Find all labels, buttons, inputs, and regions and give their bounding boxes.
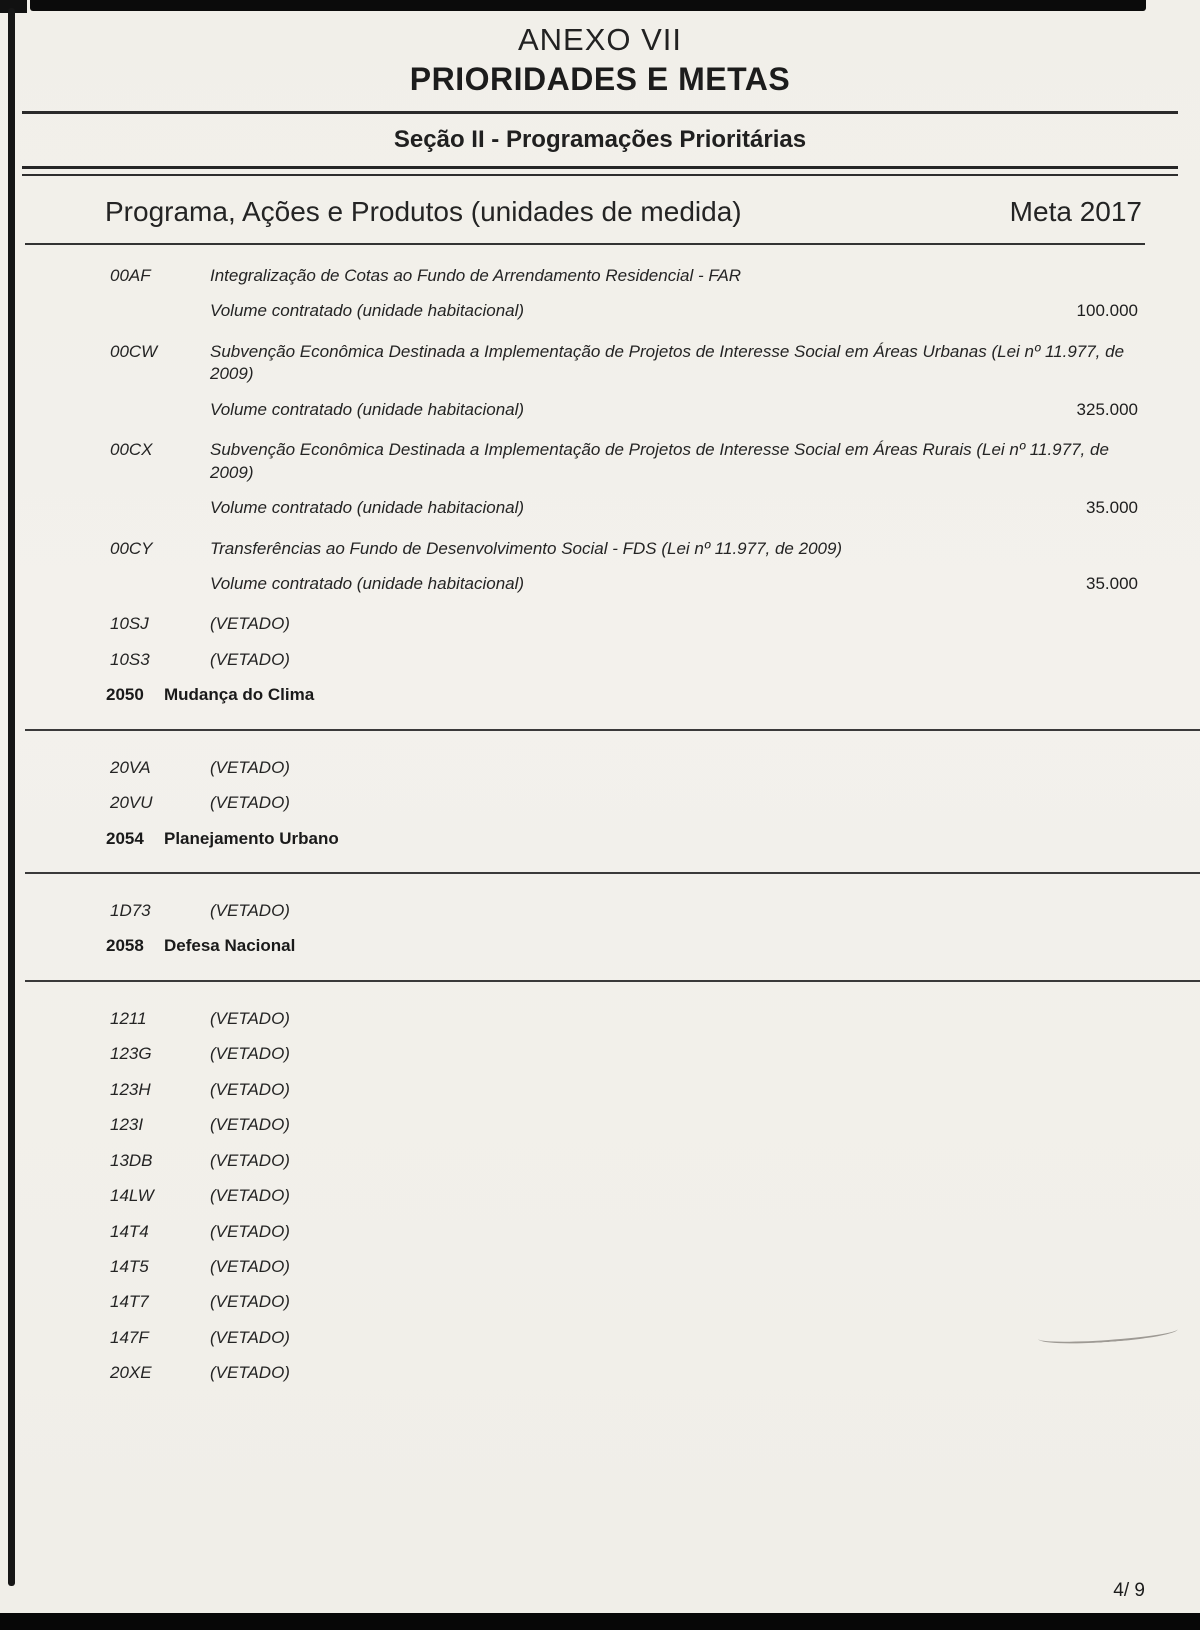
action-description: Transferências ao Fundo de Desenvolvimento Social - FDS (Lei nº 11.977, de 2009): [210, 538, 843, 558]
action-code: 14LW: [110, 1186, 154, 1206]
action-description: (VETADO): [210, 1327, 290, 1347]
column-header-row: [0, 196, 1200, 228]
program-divider: [25, 872, 1200, 874]
action-row: [110, 1114, 1138, 1136]
action-row: [110, 757, 1138, 779]
meta-value: 35.000: [1086, 498, 1138, 518]
action-code: 20XE: [110, 1363, 152, 1383]
action-description: (VETADO): [210, 614, 290, 634]
action-description: (VETADO): [210, 1186, 290, 1206]
action-row: [110, 1256, 1138, 1278]
action-code: 10S3: [110, 649, 150, 669]
action-code: 14T7: [110, 1292, 149, 1312]
program-row: [106, 684, 1138, 706]
program-name: Defesa Nacional: [164, 936, 296, 956]
program-name: Planejamento Urbano: [164, 828, 339, 848]
program-code: 2050: [106, 685, 144, 705]
action-description: Subvenção Econômica Destinada a Implementação de Projetos de Interesse Social em Áreas Urbanas (Lei nº 11.977, de 2009): [210, 341, 1125, 384]
action-code: 00CW: [110, 341, 158, 361]
scan-artifact-bottom-bar: [0, 1613, 1200, 1630]
rows-container: [0, 265, 1200, 1385]
divider-under-columns: [25, 243, 1145, 245]
document-header: [0, 0, 1200, 245]
meta-value: 100.000: [1076, 301, 1138, 321]
action-code: 123H: [110, 1079, 151, 1099]
action-row: [110, 1150, 1138, 1172]
scan-artifact-left-edge: [8, 8, 15, 1586]
program-name: Mudança do Clima: [164, 685, 315, 705]
column-header-programs: Programa, Ações e Produtos (unidades de medida): [105, 196, 742, 227]
product-description: Volume contratado (unidade habitacional): [210, 301, 525, 321]
action-description: (VETADO): [210, 1008, 290, 1028]
action-description: (VETADO): [210, 1044, 290, 1064]
action-description: (VETADO): [210, 1292, 290, 1312]
action-code: 1D73: [110, 901, 151, 920]
action-code: 123G: [110, 1044, 152, 1064]
action-row: [110, 1291, 1138, 1313]
action-code: 14T5: [110, 1256, 149, 1276]
program-divider: [25, 980, 1200, 982]
action-code: 147F: [110, 1327, 149, 1347]
action-description: (VETADO): [210, 1221, 290, 1241]
action-description: (VETADO): [210, 649, 290, 669]
section-title: Seção II - Programações Prioritárias: [393, 126, 807, 153]
program-row: [106, 935, 1138, 957]
action-row: [110, 613, 1138, 635]
action-row: [110, 439, 1138, 484]
action-description: Integralização de Cotas ao Fundo de Arrendamento Residencial - FAR: [210, 266, 742, 285]
product-row: [110, 399, 1138, 421]
scan-artifact-top-bar: [30, 0, 1146, 11]
action-row: [110, 1327, 1138, 1349]
program-row: [106, 828, 1138, 850]
action-row: [110, 538, 1138, 560]
action-row: [110, 792, 1138, 814]
divider-under-section: [22, 166, 1178, 176]
action-row: [110, 649, 1138, 671]
product-row: [110, 497, 1138, 519]
action-code: 00CY: [110, 538, 153, 558]
action-description: Subvenção Econômica Destinada a Implementação de Projetos de Interesse Social em Áreas Rurais (Lei nº 11.977, de 2009): [210, 440, 1109, 482]
action-description: (VETADO): [210, 793, 290, 813]
action-description: (VETADO): [210, 757, 290, 777]
action-row: [110, 900, 1138, 922]
program-code: 2058: [106, 936, 144, 956]
action-code: 1211: [110, 1008, 147, 1028]
action-description: (VETADO): [210, 1115, 290, 1135]
action-row: [110, 1185, 1138, 1207]
action-row: [110, 1221, 1138, 1243]
product-description: Volume contratado (unidade habitacional): [210, 498, 525, 518]
meta-value: 35.000: [1086, 573, 1138, 593]
action-code: 123I: [110, 1115, 144, 1135]
program-divider: [25, 729, 1200, 731]
action-row: [110, 1079, 1138, 1101]
column-header-meta: Meta 2017: [1009, 196, 1142, 227]
action-row: [110, 1043, 1138, 1065]
action-code: 00AF: [110, 266, 151, 285]
divider-under-title: [22, 111, 1178, 114]
meta-value: 325.000: [1076, 399, 1138, 419]
program-code: 2054: [106, 828, 144, 848]
annex-title: ANEXO VII: [517, 22, 683, 57]
action-code: 20VA: [110, 757, 151, 777]
action-code: 10SJ: [110, 614, 149, 634]
action-description: (VETADO): [210, 1256, 290, 1276]
action-row: [110, 265, 1138, 287]
action-description: (VETADO): [210, 1079, 290, 1099]
action-row: [110, 341, 1138, 386]
document-title: PRIORIDADES E METAS: [409, 61, 791, 97]
action-description: (VETADO): [210, 901, 290, 920]
action-code: 13DB: [110, 1150, 153, 1170]
action-row: [110, 1362, 1138, 1384]
action-code: 20VU: [110, 793, 153, 813]
action-description: (VETADO): [210, 1150, 290, 1170]
product-row: [110, 573, 1138, 595]
product-row: [110, 300, 1138, 322]
action-description: (VETADO): [210, 1363, 290, 1383]
product-description: Volume contratado (unidade habitacional): [210, 399, 525, 419]
action-row: [110, 1008, 1138, 1030]
page-number: 4/ 9: [1113, 1580, 1145, 1601]
product-description: Volume contratado (unidade habitacional): [210, 573, 525, 593]
action-code: 14T4: [110, 1221, 149, 1241]
action-code: 00CX: [110, 440, 153, 460]
